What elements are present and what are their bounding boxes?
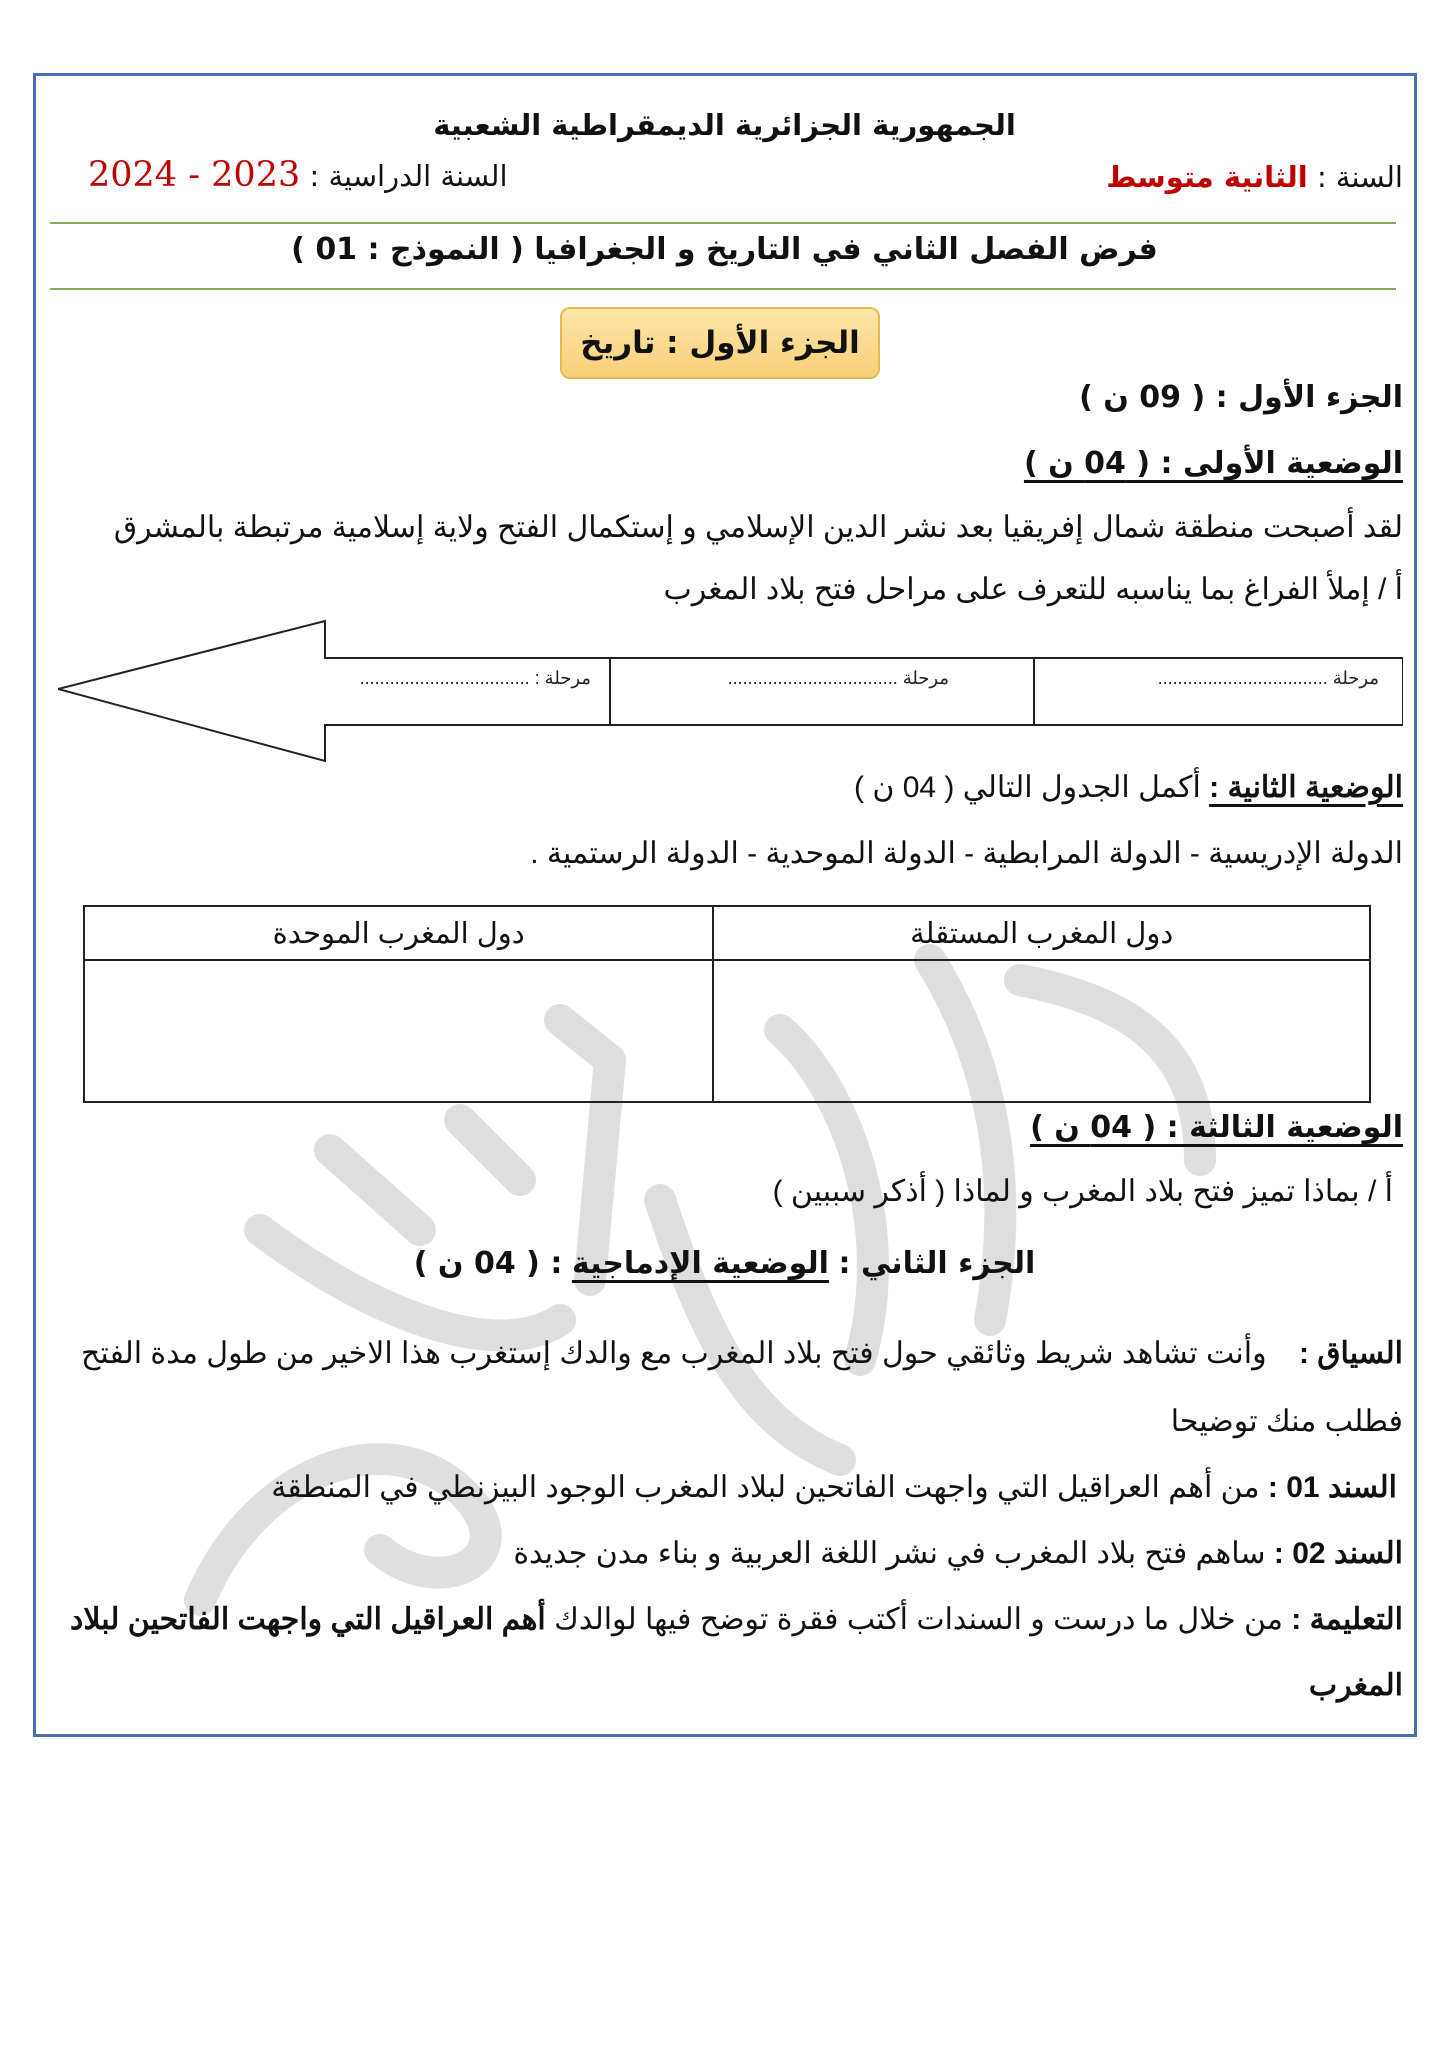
situation-one-title: الوضعية الأولى : ( 04 ن ) bbox=[1023, 446, 1403, 481]
school-level-value: الثانية متوسط bbox=[1106, 160, 1308, 194]
table-header-unified: دول المغرب الموحدة bbox=[84, 906, 713, 960]
stage-three-blank: مرحلة : .................................. bbox=[359, 668, 591, 688]
task-text: من خلال ما درست و السندات أكتب فقرة توضح فيها لوالدك bbox=[554, 1603, 1283, 1636]
part-one-title: الجزء الأول : ( 09 ن ) bbox=[1079, 380, 1403, 415]
stage-one-blank: مرحلة .................................. bbox=[1157, 668, 1379, 688]
table-header-independent: دول المغرب المستقلة bbox=[713, 906, 1370, 960]
school-year bbox=[88, 155, 508, 195]
document-two-text: ساهم فتح بلاد المغرب في نشر اللغة العربية و بناء مدن جديدة bbox=[513, 1537, 1266, 1570]
situation-three-title: الوضعية الثالثة : ( 04 ن ) bbox=[1030, 1110, 1403, 1145]
part-two-title bbox=[0, 1246, 1449, 1281]
situation-two-instruction: أكمل الجدول التالي ( 04 ن ) bbox=[854, 771, 1201, 804]
document-two-label: السند 02 : bbox=[1273, 1537, 1403, 1570]
task-line bbox=[70, 1602, 1403, 1637]
school-level bbox=[1106, 160, 1403, 194]
situation-one-text: لقد أصبحت منطقة شمال إفريقيا بعد نشر الدين الإسلامي و إستكمال الفتح ولاية إسلامية مرتبطة بالمشرق bbox=[113, 511, 1403, 544]
situation-one-question: أ / إملأ الفراغ بما يناسبه للتعرف على مراحل فتح بلاد المغرب bbox=[663, 573, 1403, 606]
table-cell-unified-answer[interactable] bbox=[84, 960, 713, 1102]
divider-bottom bbox=[50, 288, 1396, 290]
republic-title: الجمهورية الجزائرية الديمقراطية الشعبية bbox=[433, 108, 1016, 142]
exam-title: فرض الفصل الثاني في التاريخ و الجغرافيا ( النموذج : 01 ) bbox=[291, 232, 1158, 267]
situation-two-title: الوضعية الثانية : bbox=[1209, 771, 1403, 804]
school-year-label: السنة الدراسية : bbox=[309, 159, 508, 193]
task-label: التعليمة : bbox=[1291, 1603, 1403, 1636]
document-one-text: من أهم العراقيل التي واجهت الفاتحين لبلاد المغرب الوجود البيزنطي في المنطقة bbox=[271, 1471, 1260, 1504]
context-label: السياق : bbox=[1298, 1337, 1403, 1370]
school-level-label: السنة : bbox=[1316, 160, 1403, 194]
part-two-prefix: الجزء الثاني : bbox=[838, 1246, 1036, 1281]
table-cell-independent-answer[interactable] bbox=[713, 960, 1370, 1102]
stage-two-blank: مرحلة .................................. bbox=[727, 668, 949, 688]
task-bold-text: أهم العراقيل التي واجهت الفاتحين لبلاد bbox=[69, 1603, 546, 1636]
states-list: الدولة الإدريسية - الدولة المرابطية - الدولة الموحدية - الدولة الرستمية . bbox=[530, 837, 1403, 870]
states-table bbox=[83, 905, 1371, 1103]
school-year-value: 2023 - 2024 bbox=[88, 155, 301, 195]
context-text: وأنت تشاهد شريط وثائقي حول فتح بلاد المغرب مع والدك إستغرب هذا الاخير من طول مدة الفتح bbox=[81, 1337, 1267, 1370]
divider-top bbox=[50, 222, 1396, 224]
situation-two-line bbox=[854, 770, 1403, 805]
document-one-label: السند 01 : bbox=[1267, 1471, 1397, 1504]
part-two-suffix: : ( 04 ن ) bbox=[413, 1246, 563, 1281]
context-text-continued: فطلب منك توضيحا bbox=[1170, 1405, 1403, 1438]
document-one bbox=[271, 1470, 1397, 1505]
part-one-banner: الجزء الأول : تاريخ bbox=[560, 307, 880, 379]
task-bold-continued: المغرب bbox=[1308, 1669, 1403, 1702]
part-two-underlined: الوضعية الإدماجية bbox=[571, 1246, 829, 1281]
context-line bbox=[81, 1336, 1403, 1371]
conquest-stages-arrow bbox=[58, 617, 1403, 765]
document-two bbox=[513, 1536, 1403, 1571]
situation-three-question: أ / بماذا تميز فتح بلاد المغرب و لماذا ( أذكر سببين ) bbox=[772, 1175, 1393, 1208]
